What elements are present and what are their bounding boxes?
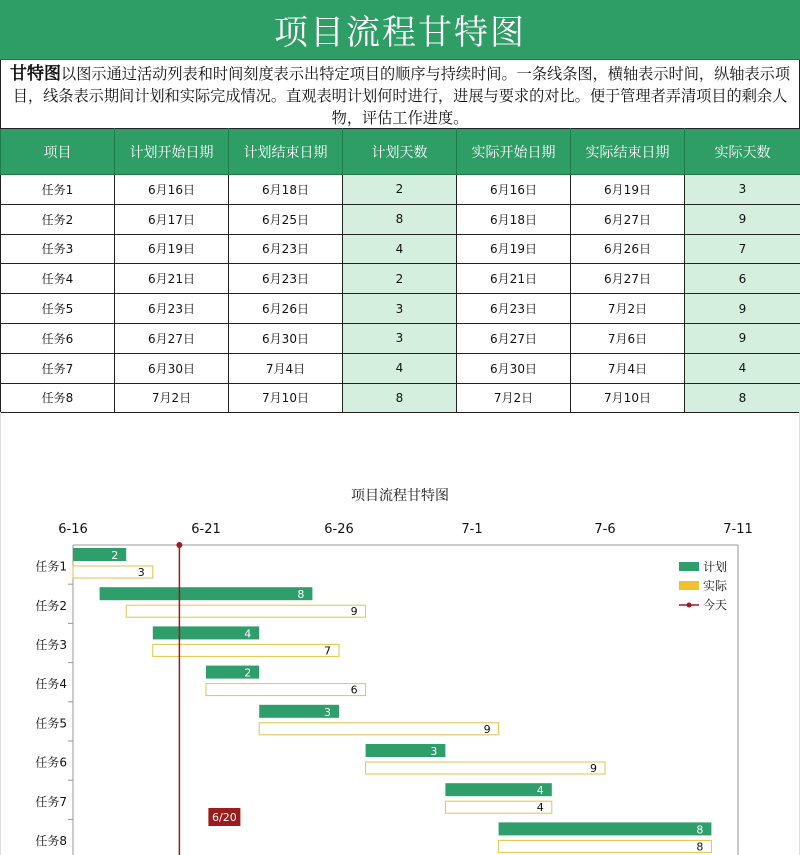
table-cell: 9 <box>685 323 800 353</box>
actual-data-label: 4 <box>536 801 544 815</box>
today-marker <box>176 542 182 548</box>
table-cell: 任务8 <box>1 383 115 413</box>
x-tick-label: 7-6 <box>594 522 616 537</box>
plan-bar <box>499 822 712 835</box>
legend-plan-swatch <box>679 562 699 571</box>
table-cell: 任务2 <box>1 204 115 234</box>
actual-data-label: 3 <box>137 566 145 579</box>
x-tick-label: 7-11 <box>723 522 753 537</box>
table-row <box>1 234 800 264</box>
table-header-cell: 计划开始日期 <box>115 129 229 175</box>
plan-data-label: 2 <box>111 549 119 562</box>
table-cell: 6月23日 <box>229 264 343 294</box>
table-cell: 3 <box>343 294 457 324</box>
table-cell: 6月27日 <box>571 204 685 234</box>
table-row <box>1 323 800 353</box>
table-header-cell: 实际天数 <box>685 129 800 175</box>
table-cell: 2 <box>343 264 457 294</box>
plan-data-label: 3 <box>430 745 438 758</box>
actual-data-label: 9 <box>483 722 491 736</box>
chart-title: 项目流程甘特图 <box>351 488 449 504</box>
table-header-cell: 实际开始日期 <box>457 129 571 175</box>
actual-bar <box>499 840 712 852</box>
x-tick-label: 7-1 <box>461 522 483 537</box>
legend-actual-swatch <box>679 581 699 590</box>
today-label: 6/20 <box>212 811 237 824</box>
actual-data-label: 9 <box>590 762 597 775</box>
table-cell: 6月19日 <box>115 234 229 264</box>
table-cell: 6月23日 <box>115 294 229 324</box>
table-cell: 6月26日 <box>571 234 685 264</box>
plan-data-label: 4 <box>536 784 544 798</box>
description-bold: 甘特图 <box>10 64 61 84</box>
table-cell: 6月27日 <box>115 323 229 353</box>
actual-data-label: 7 <box>324 644 331 658</box>
table-cell: 6月26日 <box>229 294 343 324</box>
x-tick-label: 6-16 <box>58 522 88 537</box>
table-cell: 6月18日 <box>457 204 571 234</box>
table-cell: 4 <box>343 234 457 264</box>
table-row <box>1 204 800 234</box>
table-cell: 8 <box>685 383 800 413</box>
table-cell: 7月4日 <box>229 353 343 383</box>
table-row <box>1 353 800 383</box>
y-category-label: 任务8 <box>35 834 67 848</box>
table-cell: 6月27日 <box>457 323 571 353</box>
table-cell: 7月10日 <box>571 383 685 413</box>
y-category-label: 任务7 <box>35 794 67 809</box>
table-cell: 6月27日 <box>571 264 685 294</box>
plan-data-label: 8 <box>696 823 704 837</box>
description-text: 以图示通过活动列表和时间刻度表示出特定项目的顺序与持续时间。一条线条图，横轴表示时间，纵轴表示项目，线条表示期间计划和实际完成情况。直观表明计划何时进行，进展与要求的对比。便于管理者弄清项目的剩余人物，评估工作进度。 <box>12 65 790 127</box>
plan-bar <box>100 587 313 600</box>
table-header-row <box>1 129 800 175</box>
table-cell: 3 <box>343 323 457 353</box>
table-header-cell: 计划结束日期 <box>229 129 343 175</box>
actual-bar <box>126 605 365 617</box>
table-row <box>1 175 800 205</box>
table-cell: 6月30日 <box>229 323 343 353</box>
table-cell: 6月16日 <box>115 175 229 205</box>
table-header-cell: 项目 <box>1 129 115 175</box>
page-title: 项目流程甘特图 <box>0 0 800 60</box>
table-cell: 7月6日 <box>571 323 685 353</box>
table-cell: 8 <box>343 204 457 234</box>
y-category-label: 任务4 <box>35 677 67 692</box>
table-cell: 4 <box>343 353 457 383</box>
table-cell: 7 <box>685 234 800 264</box>
table-cell: 7月2日 <box>457 383 571 413</box>
table-body <box>1 175 800 413</box>
y-category-label: 任务2 <box>35 598 67 613</box>
plan-data-label: 3 <box>324 705 331 719</box>
table-cell: 7月4日 <box>571 353 685 383</box>
table-cell: 6月19日 <box>457 234 571 264</box>
plan-bar <box>73 548 126 561</box>
table-cell: 7月10日 <box>229 383 343 413</box>
table-cell: 6月25日 <box>229 204 343 234</box>
plan-bar <box>206 666 259 679</box>
x-tick-label: 6-26 <box>324 522 354 537</box>
actual-data-label: 8 <box>696 840 704 854</box>
table-cell: 3 <box>685 175 800 205</box>
gantt-chart <box>0 412 800 855</box>
legend-plan-label: 计划 <box>703 560 728 574</box>
y-category-label: 任务1 <box>35 559 67 574</box>
table-cell: 6月30日 <box>115 353 229 383</box>
table-cell: 任务1 <box>1 175 115 205</box>
table-row <box>1 383 800 413</box>
table-cell: 6月19日 <box>571 175 685 205</box>
table-cell: 9 <box>685 294 800 324</box>
legend-actual-label: 实际 <box>703 579 728 593</box>
table-cell: 7月2日 <box>571 294 685 324</box>
table-cell: 6月23日 <box>229 234 343 264</box>
table-cell: 7月2日 <box>115 383 229 413</box>
table-row <box>1 294 800 324</box>
table-cell: 6月17日 <box>115 204 229 234</box>
table-cell: 4 <box>685 353 800 383</box>
gantt-chart-svg <box>1 412 799 855</box>
actual-bar <box>259 723 498 735</box>
x-tick-label: 6-21 <box>191 522 221 537</box>
table-cell: 任务6 <box>1 323 115 353</box>
table-cell: 2 <box>343 175 457 205</box>
actual-data-label: 6 <box>350 683 358 697</box>
actual-data-label: 9 <box>350 605 358 619</box>
actual-bar <box>206 684 366 696</box>
table-cell: 9 <box>685 204 800 234</box>
legend-today-marker <box>687 603 692 608</box>
y-category-label: 任务5 <box>35 716 67 731</box>
actual-bar <box>366 762 605 774</box>
table-cell: 任务5 <box>1 294 115 324</box>
table-cell: 6月21日 <box>457 264 571 294</box>
schedule-table <box>0 128 800 413</box>
table-cell: 6月23日 <box>457 294 571 324</box>
table-cell: 6月21日 <box>115 264 229 294</box>
table-cell: 6月18日 <box>229 175 343 205</box>
table-cell: 6月16日 <box>457 175 571 205</box>
description <box>0 60 800 128</box>
plan-data-label: 8 <box>297 588 305 602</box>
y-category-label: 任务3 <box>35 638 67 652</box>
table-cell: 6 <box>685 264 800 294</box>
table-cell: 任务3 <box>1 234 115 264</box>
plan-data-label: 2 <box>244 666 252 680</box>
y-category-label: 任务6 <box>35 755 67 770</box>
table-cell: 任务7 <box>1 353 115 383</box>
table-header-cell: 计划天数 <box>343 129 457 175</box>
legend-today-label: 今天 <box>703 598 728 612</box>
table-cell: 6月30日 <box>457 353 571 383</box>
table-header-cell: 实际结束日期 <box>571 129 685 175</box>
plan-data-label: 4 <box>244 627 252 641</box>
table-cell: 8 <box>343 383 457 413</box>
table-row <box>1 264 800 294</box>
actual-bar <box>153 644 339 656</box>
table-cell: 任务4 <box>1 264 115 294</box>
